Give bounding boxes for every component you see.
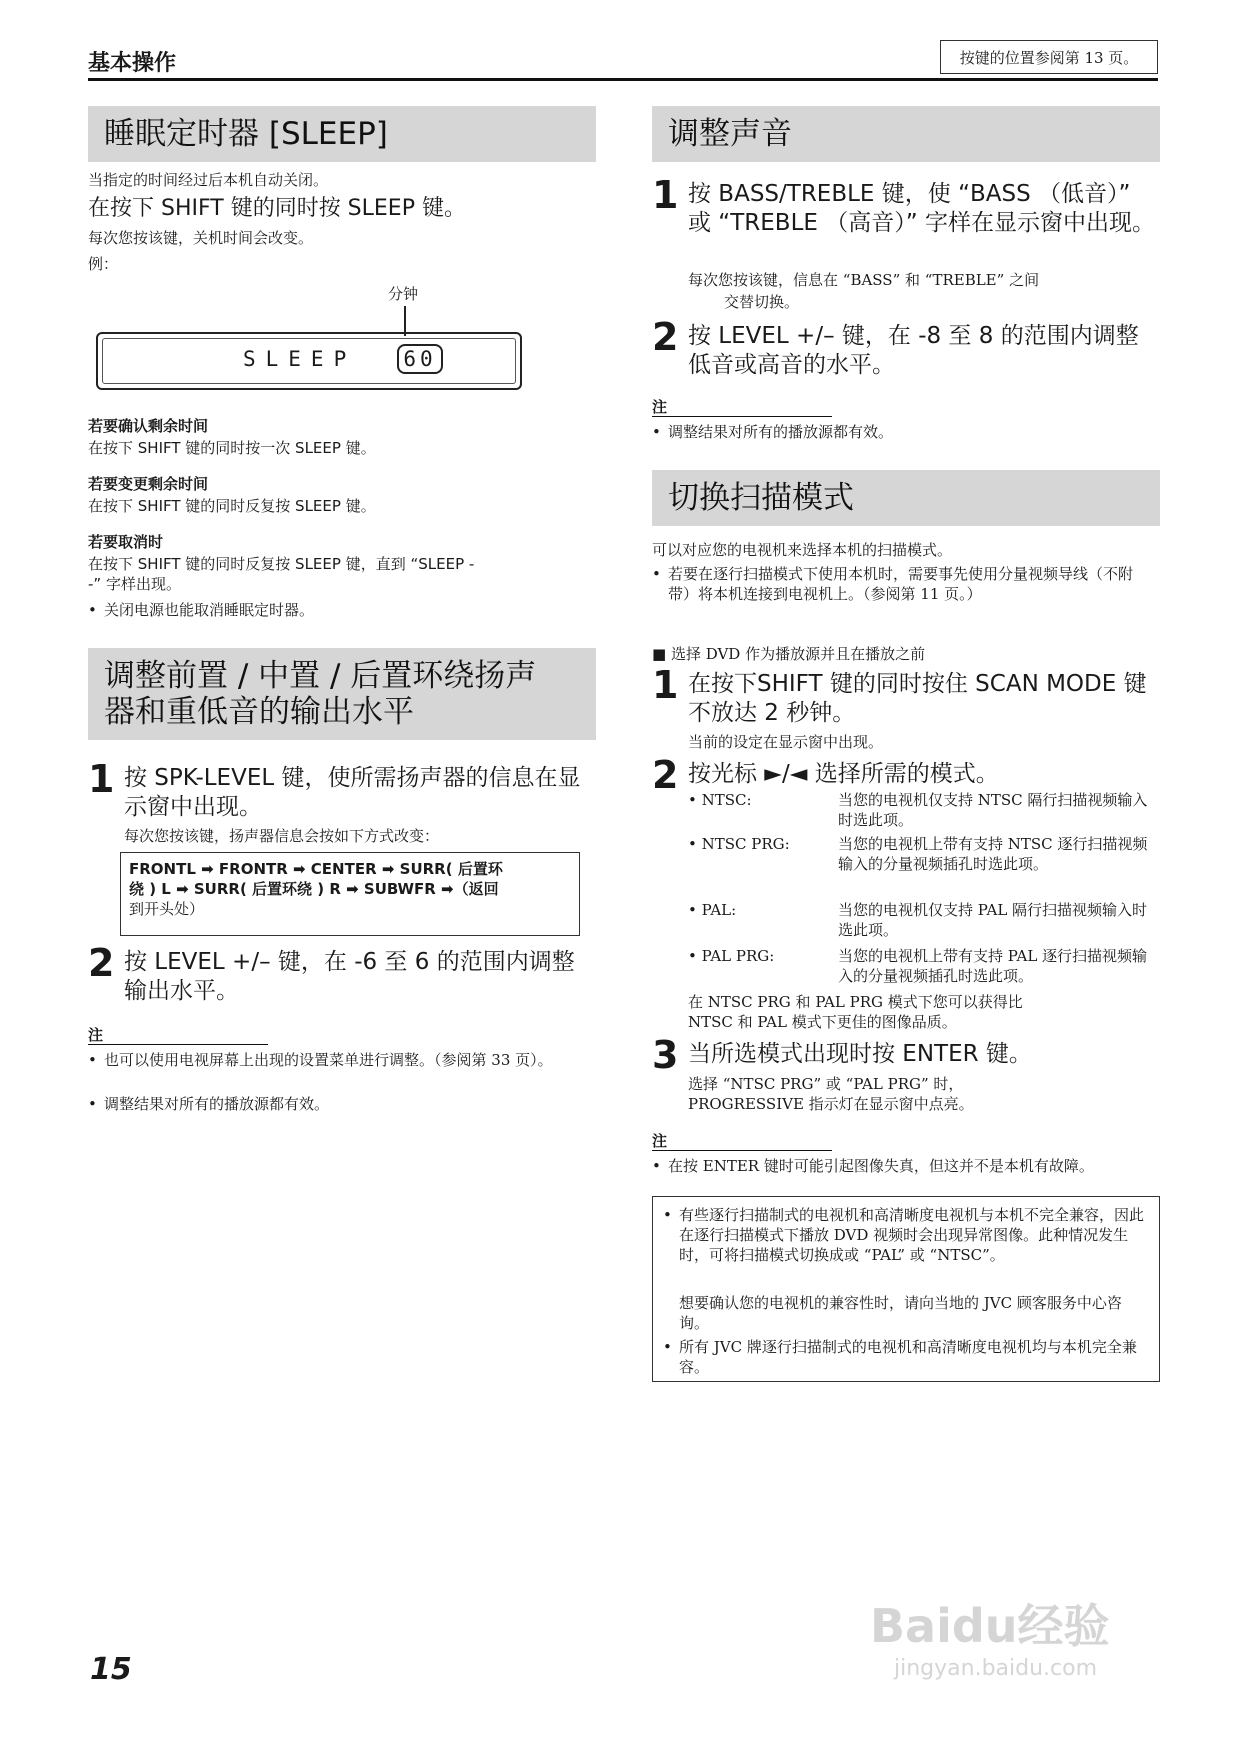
mode-row: [688, 946, 1158, 986]
confirm-text: 在按下 SHIFT 键的同时按一次 SLEEP 键。: [88, 439, 376, 457]
step-text: 按 SPK-LEVEL 键，使所需扬声器的信息在显示窗中出现。: [124, 765, 581, 820]
mode-desc: 当您的电视机仅支持 NTSC 隔行扫描视频输入时选此项。: [838, 791, 1148, 829]
confirm-title: 若要确认剩余时间: [88, 417, 209, 435]
sleep-desc: 每次您按该键，关机时间会改变。: [88, 229, 314, 247]
sleep-title: 睡眠定时器 [SLEEP]: [104, 116, 388, 152]
step-text: 在按下SHIFT 键的同时按住 SCAN MODE 键不放达 2 秒钟。: [688, 671, 1147, 726]
sleep-heading: [88, 106, 596, 162]
list-item: • 关闭电源也能取消睡眠定时器。: [88, 601, 315, 619]
list-item: • 所有 JVC 牌逐行扫描制式的电视机和高清晰度电视机均与本机完全兼容。: [663, 1337, 1149, 1377]
note-rule: [652, 1150, 832, 1151]
box-text: 想要确认您的电视机的兼容性时，请向当地的 JVC 顾客服务中心咨询。: [679, 1294, 1122, 1332]
cancel-title: 若要取消时: [88, 533, 164, 551]
precondition: ■ 选择 DVD 作为播放源并且在播放之前: [652, 645, 926, 663]
sound-title: 调整声音: [668, 116, 792, 152]
step-desc: 当前的设定在显示窗中出现。: [688, 733, 884, 751]
note-label: 注: [652, 1132, 668, 1150]
watermark-brand: Baidu经验: [870, 1599, 1110, 1653]
step-text: 当所选模式出现时按 ENTER 键。: [688, 1041, 1032, 1067]
list-item: • 若要在逐行扫描模式下使用本机时，需要事先使用分量视频导线（不附带）将本机连接到电视机上。（参阅第 11 页。）: [652, 564, 1160, 626]
step-text: 按 LEVEL +/– 键，在 -6 至 6 的范围内调整输出水平。: [124, 949, 575, 1004]
step-number: 1: [652, 173, 679, 217]
speaker-title-1: 调整前置 / 中置 / 后置环绕扬声: [104, 658, 537, 694]
speaker-flow-box: [120, 852, 580, 936]
step-number: 1: [88, 757, 115, 801]
note-text: 调整结果对所有的播放源都有效。: [668, 423, 894, 441]
step-desc: 每次您按该键，扬声器信息会按如下方式改变：: [124, 827, 440, 845]
lcd-text: SLEEP: [243, 347, 357, 371]
box-text: 所有 JVC 牌逐行扫描制式的电视机和高清晰度电视机均与本机完全兼容。: [679, 1338, 1137, 1376]
note-label: 注: [88, 1026, 104, 1044]
bullet-text: 若要在逐行扫描模式下使用本机时，需要事先使用分量视频导线（不附带）将本机连接到电视机上。（参阅第 11 页。）: [668, 565, 1134, 603]
sleep-intro: 当指定的时间经过后本机自动关闭。: [88, 171, 329, 189]
step-desc: 选择 “NTSC PRG” 或 “PAL PRG” 时，: [688, 1075, 964, 1093]
mode-key: • NTSC PRG:: [688, 835, 790, 853]
step-desc: 每次您按该键，信息在 “BASS” 和 “TREBLE” 之间: [688, 271, 1040, 289]
speaker-heading: [88, 648, 596, 740]
list-item: • 也可以使用电视屏幕上出现的设置菜单进行调整。（参阅第 33 页）。: [88, 1050, 596, 1090]
sleep-instruction: 在按下 SHIFT 键的同时按 SLEEP 键。: [88, 196, 466, 221]
header-rule: [88, 78, 1158, 81]
change-title: 若要变更剩余时间: [88, 475, 209, 493]
note-text: 调整结果对所有的播放源都有效。: [104, 1095, 330, 1113]
mode-row: [688, 900, 1158, 940]
flow-line: 绕 ) L ➡ SURR( 后置环绕 ) R ➡ SUBWFR ➡（返回: [129, 880, 499, 898]
scan-intro: 可以对应您的电视机来选择本机的扫描模式。: [652, 541, 953, 559]
list-item: • 调整结果对所有的播放源都有效。: [652, 423, 894, 441]
box-text: 有些逐行扫描制式的电视机和高清晰度电视机与本机不完全兼容，因此在逐行扫描模式下播放 DVD 视频时会出现异常图像。此种情况发生时，可将扫描模式切换成或 “PAL” 或 “NTSC”。: [679, 1206, 1145, 1264]
cancel-text-2: -” 字样出现。: [88, 575, 181, 593]
step-text: 按光标 ►/◄ 选择所需的模式。: [688, 761, 999, 787]
mode-note: NTSC 和 PAL 模式下更佳的图像品质。: [688, 1013, 957, 1031]
step-text: 按 LEVEL +/– 键，在 -8 至 8 的范围内调整低音或高音的水平。: [688, 323, 1139, 378]
lcd-display: [96, 332, 522, 390]
lcd-inner: [102, 338, 516, 384]
page-reference: 按键的位置参阅第 13 页。: [940, 40, 1158, 74]
list-item: • 调整结果对所有的播放源都有效。: [88, 1095, 330, 1113]
note-text: 也可以使用电视屏幕上出现的设置菜单进行调整。（参阅第 33 页）。: [104, 1051, 553, 1069]
mode-row: [688, 834, 1158, 894]
step-text: 按 BASS/TREBLE 键，使 “BASS （低音）” 或 “TREBLE （高音）” 字样在显示窗中出现。: [688, 181, 1155, 236]
scan-title: 切换扫描模式: [668, 480, 854, 516]
minute-label: 分钟: [388, 285, 419, 303]
bullet-text: 关闭电源也能取消睡眠定时器。: [104, 601, 315, 619]
example-label: 例：: [88, 255, 119, 273]
note-text: 在按 ENTER 键时可能引起图像失真，但这并不是本机有故障。: [668, 1157, 1094, 1175]
page-number: 15: [90, 1652, 132, 1687]
note-rule: [88, 1044, 268, 1045]
note-label: 注: [652, 398, 668, 416]
mode-desc: 当您的电视机仅支持 PAL 隔行扫描视频输入时选此项。: [838, 901, 1148, 939]
compatibility-box: [652, 1196, 1160, 1382]
step-number: 2: [652, 315, 679, 359]
lcd-value: 60: [397, 344, 443, 374]
mode-key: • PAL PRG:: [688, 947, 775, 965]
step-desc: PROGRESSIVE 指示灯在显示窗中点亮。: [688, 1095, 974, 1113]
watermark-url: jingyan.baidu.com: [894, 1656, 1098, 1681]
baidu-watermark: [870, 1590, 1110, 1681]
mode-key: • PAL:: [688, 901, 737, 919]
step-number: 3: [652, 1033, 679, 1077]
section-title: 基本操作: [88, 51, 177, 76]
flow-line: FRONTL ➡ FRONTR ➡ CENTER ➡ SURR( 后置环: [129, 860, 503, 878]
list-item: • 在按 ENTER 键时可能引起图像失真，但这并不是本机有故障。: [652, 1157, 1094, 1175]
list-item: [663, 1293, 1149, 1333]
list-item: • 有些逐行扫描制式的电视机和高清晰度电视机与本机不完全兼容，因此在逐行扫描模式下播放 DVD 视频时会出现异常图像。此种情况发生时，可将扫描模式切换成或 “PAL” 或 “NTSC”。: [663, 1205, 1149, 1289]
speaker-title-2: 器和重低音的输出水平: [104, 694, 414, 730]
mode-note: 在 NTSC PRG 和 PAL PRG 模式下您可以获得比: [688, 993, 1023, 1011]
cancel-text-1: 在按下 SHIFT 键的同时反复按 SLEEP 键，直到 “SLEEP -: [88, 555, 475, 573]
step-number: 1: [652, 663, 679, 707]
mode-desc: 当您的电视机上带有支持 NTSC 逐行扫描视频输入的分量视频插孔时选此项。: [838, 835, 1148, 873]
scan-heading: [652, 470, 1160, 526]
change-text: 在按下 SHIFT 键的同时反复按 SLEEP 键。: [88, 497, 376, 515]
flow-line: 到开头处）: [129, 900, 205, 918]
mode-key: • NTSC:: [688, 791, 752, 809]
step-number: 2: [652, 753, 679, 797]
step-number: 2: [88, 941, 115, 985]
mode-desc: 当您的电视机上带有支持 PAL 逐行扫描视频输入的分量视频插孔时选此项。: [838, 947, 1148, 985]
note-rule: [652, 416, 832, 417]
sound-heading: [652, 106, 1160, 162]
mode-row: [688, 790, 1158, 830]
step-desc: 交替切换。: [724, 293, 800, 311]
